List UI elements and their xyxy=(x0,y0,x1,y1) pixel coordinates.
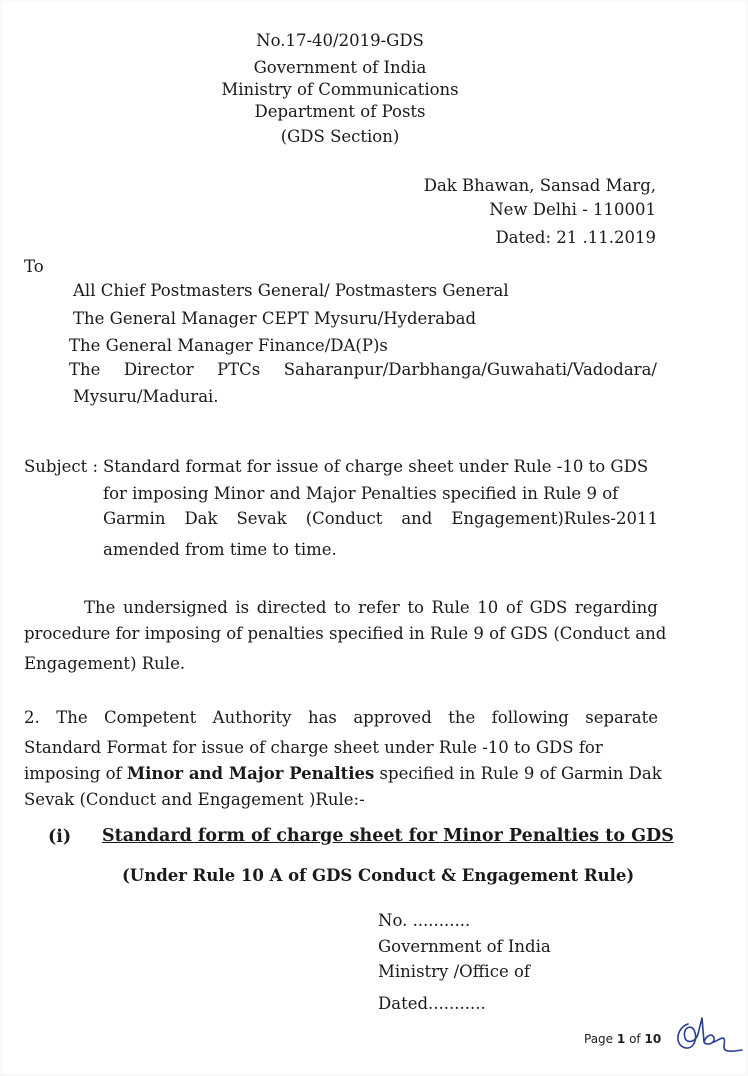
penalties-emphasis: Minor and Major Penalties xyxy=(126,764,375,783)
subject-line-1: Standard format for issue of charge sheet under Rule -10 to GDS xyxy=(103,457,649,476)
letter-date: Dated: 21 .11.2019 xyxy=(495,228,656,247)
subject-line-3: Garmin Dak Sevak (Conduct and Engagement)Rules-2011 xyxy=(103,509,658,528)
recipient-2: The General Manager CEPT Mysuru/Hyderabad xyxy=(73,309,477,328)
org-government: Government of India xyxy=(253,58,427,77)
recipient-4: The Director PTCs Saharanpur/Darbhanga/Guwahati/Vadodara/ xyxy=(69,360,657,379)
address-line-1: Dak Bhawan, Sansad Marg, xyxy=(423,176,656,195)
org-section: (GDS Section) xyxy=(280,127,400,146)
form-ministry: Ministry /Office of xyxy=(378,962,531,981)
page-number: Page 1 of 10 xyxy=(584,1032,662,1046)
to-label: To xyxy=(24,257,44,276)
file-number: No.17-40/2019-GDS xyxy=(256,31,424,50)
para2-line-2: Standard Format for issue of charge sheet under Rule -10 to GDS for xyxy=(24,738,603,757)
section-subtitle: (Under Rule 10 A of GDS Conduct & Engagement Rule) xyxy=(122,866,635,885)
subject-line-4: amended from time to time. xyxy=(103,540,337,559)
recipient-5: Mysuru/Madurai. xyxy=(73,387,219,406)
section-title: Standard form of charge sheet for Minor Penalties to GDS xyxy=(102,826,674,846)
org-ministry: Ministry of Communications xyxy=(221,80,459,99)
para2-line-4: Sevak (Conduct and Engagement )Rule:- xyxy=(24,790,365,809)
signature-initials xyxy=(668,1012,746,1060)
recipient-3: The General Manager Finance/DA(P)s xyxy=(69,336,388,355)
form-government: Government of India xyxy=(378,937,551,956)
org-department: Department of Posts xyxy=(254,102,426,121)
para1-line-3: Engagement) Rule. xyxy=(24,654,186,673)
form-no: No. ........... xyxy=(378,911,471,930)
form-dated: Dated........... xyxy=(378,994,486,1013)
para1-line-2: procedure for imposing of penalties specified in Rule 9 of GDS (Conduct and xyxy=(24,624,667,643)
section-number: (i) xyxy=(48,827,72,847)
subject-label: Subject : xyxy=(24,457,99,476)
para1-line-1: The undersigned is directed to refer to Rule 10 of GDS regarding xyxy=(84,598,658,617)
para2-line-3: imposing of Minor and Major Penalties specified in Rule 9 of Garmin Dak xyxy=(24,764,662,783)
recipient-1: All Chief Postmasters General/ Postmasters General xyxy=(73,281,509,300)
para2-line-1: 2. The Competent Authority has approved the following separate xyxy=(24,708,658,727)
address-line-2: New Delhi - 110001 xyxy=(489,200,656,219)
subject-line-2: for imposing Minor and Major Penalties specified in Rule 9 of xyxy=(103,484,619,503)
